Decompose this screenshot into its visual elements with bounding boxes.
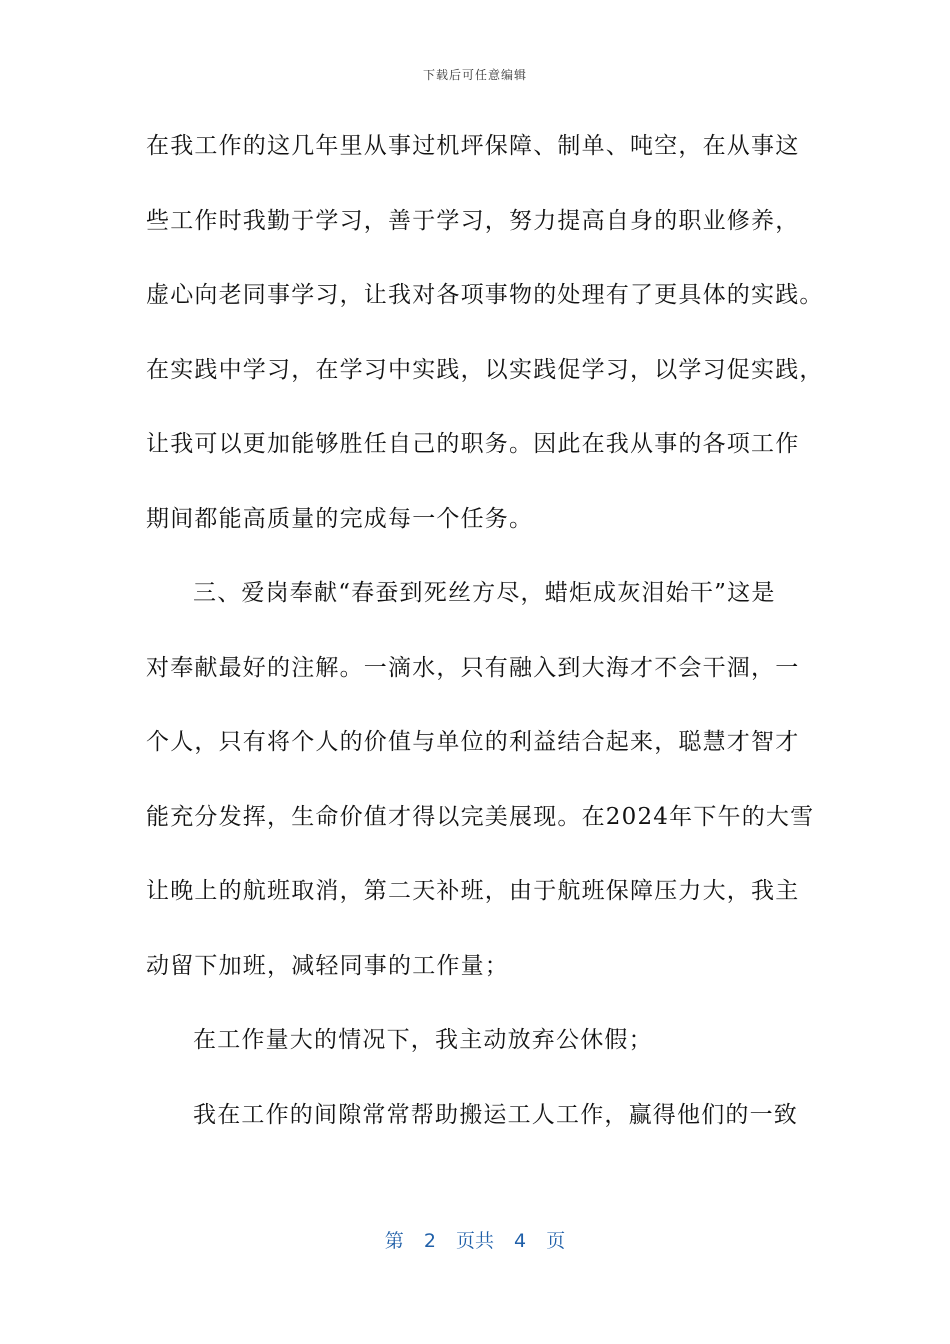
- page-footer: [0, 1226, 950, 1253]
- page-prefix: 第: [384, 1230, 404, 1252]
- total-pages-number: 4: [514, 1230, 527, 1252]
- document-body: [146, 126, 824, 1169]
- text-line: 虚心向老同事学习，让我对各项事物的处理有了更具体的实践。: [146, 282, 824, 308]
- text-line: 在实践中学习，在学习中实践，以实践促学习，以学习促实践，: [146, 356, 824, 383]
- text-line: 让晚上的航班取消，第二天补班，由于航班保障压力大，我主: [146, 878, 800, 904]
- page-header: 下载后可任意编辑: [422, 68, 527, 82]
- text-line: 对奉献最好的注解。一滴水，只有融入到大海才不会干涸，一: [146, 654, 800, 681]
- text-line: 些工作时我勤于学习，善于学习，努力提高自身的职业修养，: [146, 207, 800, 234]
- text-line: 动留下加班，减轻同事的工作量；: [146, 952, 509, 979]
- page-suffix: 页: [546, 1230, 566, 1252]
- text-line: 期间都能高质量的完成每一个任务。: [146, 505, 534, 532]
- section-heading-line: 三、爱岗奉献“春蚕到死丝方尽，蜡炬成灰泪始干”这是: [193, 580, 776, 606]
- page-middle: 页共: [455, 1230, 494, 1252]
- current-page-number: 2: [423, 1230, 436, 1252]
- text-line: 能充分发挥，生命价值才得以完美展现。在2024年下午的大雪: [146, 803, 815, 830]
- paragraph-line: 我在工作的间隙常常帮助搬运工人工作，赢得他们的一致: [193, 1101, 798, 1128]
- paragraph-line: 在工作量大的情况下，我主动放弃公休假；: [193, 1027, 653, 1053]
- text-line: 在我工作的这几年里从事过机坪保障、制单、吨空，在从事这: [146, 133, 800, 159]
- text-line: 让我可以更加能够胜任自己的职务。因此在我从事的各项工作: [146, 431, 800, 457]
- text-line: 个人，只有将个人的价值与单位的利益结合起来，聪慧才智才: [146, 729, 800, 755]
